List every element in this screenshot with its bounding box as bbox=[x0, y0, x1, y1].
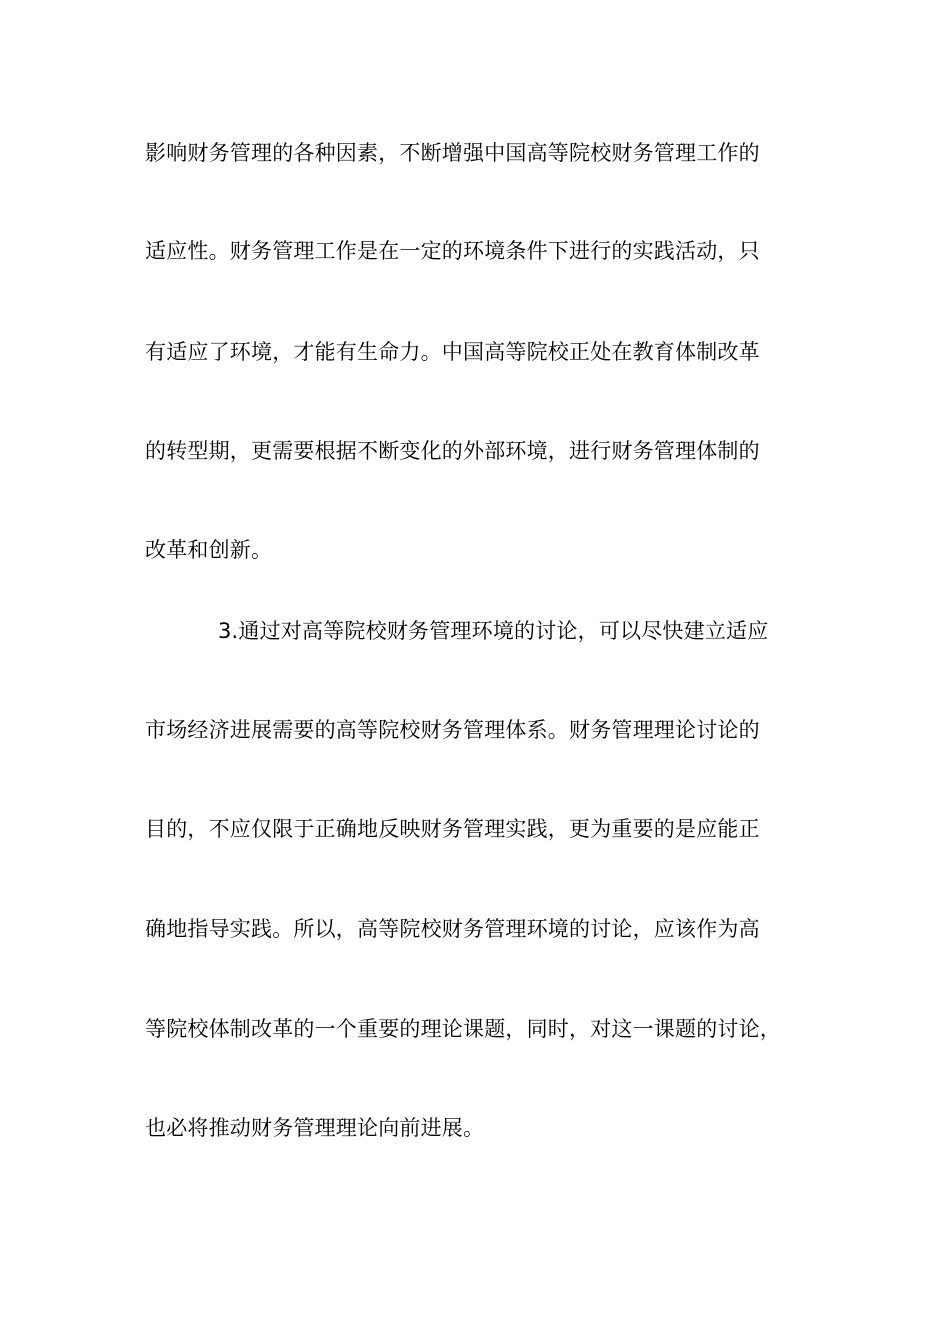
text-line: 影响财务管理的各种因素，不断增强中国高等院校财务管理工作的 bbox=[145, 141, 760, 165]
text-line: 有适应了环境，才能有生命力。中国高等院校正处在教育体制改革 bbox=[145, 340, 760, 364]
text-line: 市场经济进展需要的高等院校财务管理体系。财务管理理论讨论的 bbox=[145, 718, 760, 742]
text-line: 的转型期，更需要根据不断变化的外部环境，进行财务管理体制的 bbox=[145, 439, 760, 463]
text-line: 确地指导实践。所以，高等院校财务管理环境的讨论，应该作为高 bbox=[145, 917, 760, 941]
paragraph-start-line: 3.通过对高等院校财务管理环境的讨论，可以尽快建立适应 bbox=[218, 619, 769, 643]
text-line: 也必将推动财务管理理论向前进展。 bbox=[145, 1116, 485, 1140]
text-line: 等院校体制改革的一个重要的理论课题，同时，对这一课题的讨论， bbox=[145, 1017, 781, 1041]
text-line: 适应性。财务管理工作是在一定的环境条件下进行的实践活动，只 bbox=[145, 239, 760, 263]
text-line: 目的，不应仅限于正确地反映财务管理实践，更为重要的是应能正 bbox=[145, 817, 760, 841]
text-line: 改革和创新。 bbox=[145, 538, 273, 562]
